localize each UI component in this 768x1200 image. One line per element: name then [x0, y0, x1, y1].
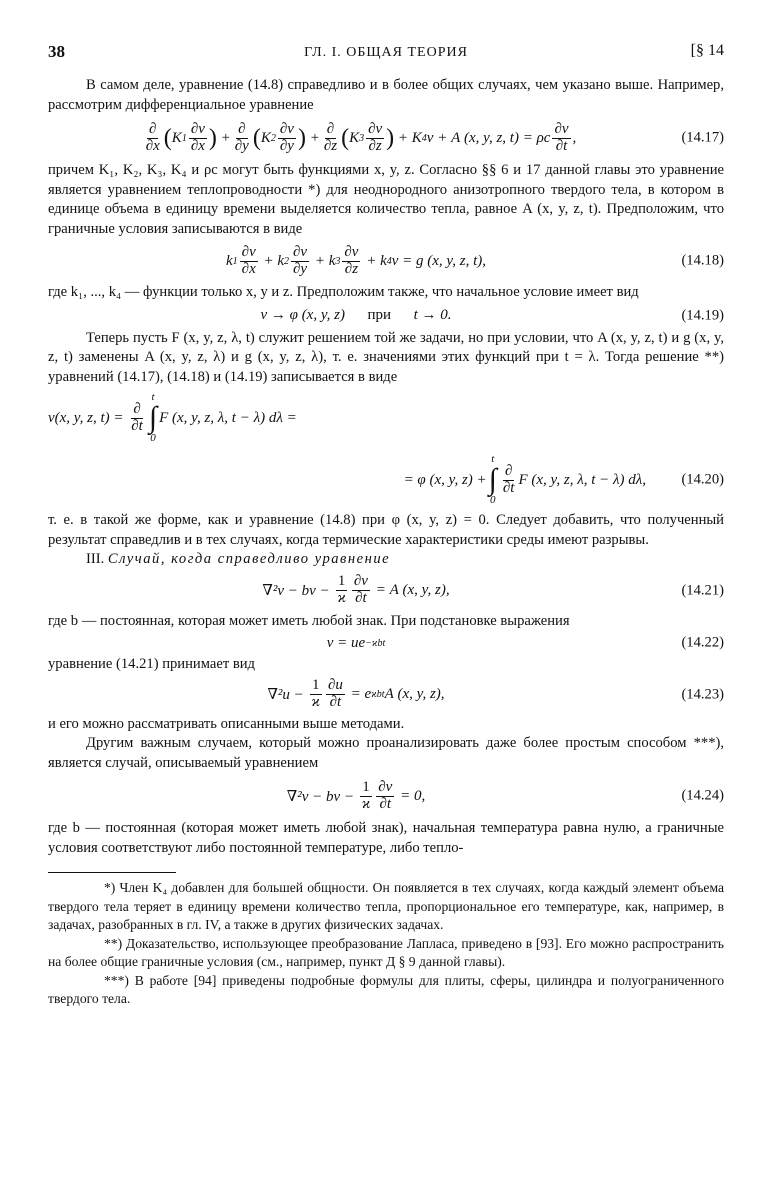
- equation-14-24: ∇²v − bv − $\frac{1}{ϰ}$ $\frac{\partial v}{\partial t}$ = 0, (14.24): [286, 778, 724, 812]
- case-three-heading: [48, 550, 724, 570]
- equation-14-19: v → φ (x, y, z) при t → 0. (14.19): [260, 307, 724, 323]
- footnote-2: **) Доказательство, использующее преобразование Лапласа, приведено в [93]. Его можно распространить на более общие граничные условия (см., например, пункт Д § 9 данной главы).: [48, 935, 724, 969]
- case-number: III.: [86, 551, 105, 567]
- page-number: 38: [48, 42, 65, 61]
- paragraph-8: уравнение (14.21) принимает вид: [48, 656, 255, 672]
- equation-14-17: $\frac{\partial}{\partial x}$ ( K 1 $\frac{\partial v}{\partial x}$ ) + $\frac{\partial}{\partial y}$ ( K 2 $\frac{\partial v}{\partial y}$ ) + $\frac{\partial}{\partial z}$ ( K 3 $\frac{\partial v}{\partial z}$ ) + K 4 v + A (x, y, z, t) = ρc $\frac{\partial v}{\partial t}$ , (14.17): [145, 120, 724, 154]
- book-page: [48, 40, 724, 1170]
- equation-14-22: v = ue −ϰbt (14.22): [326, 634, 724, 651]
- equation-14-20-line2: = φ (x, y, z) + t ∫ 0 $\frac{\partial}{\partial t}$ F (x, y, z, λ, t − λ) dλ, (14.20): [403, 453, 724, 506]
- equation-14-20-line1: v(x, y, z, t) = $\frac{\partial}{\partial t}$ t ∫ 0 F (x, y, z, λ, t − λ) dλ =: [48, 391, 297, 444]
- case-title: Случай, когда справедливо уравнение: [107, 551, 391, 567]
- equation-14-18: k 1 $\frac{\partial v}{\partial x}$ + k 2 $\frac{\partial v}{\partial y}$ + k 3 $\frac{\partial v}{\partial z}$ + k 4 v = g (x, y, z, t), (14.18): [225, 243, 724, 277]
- equation-number: (14.20): [681, 471, 724, 488]
- paragraph-7: где b — постоянная, которая может иметь любой знак. При подстановке выражения: [48, 612, 570, 629]
- section-marker: [§ 14: [690, 42, 724, 59]
- paragraph-5: т. е. в такой же форме, как и уравнение (14.8) при φ (x, y, z) = 0. Следует добавить, что полученный результат справедлив и в тех случаях, когда термические характеристики среды имеют разрывы.: [48, 512, 724, 548]
- paragraph-11: где b — постоянная (которая может иметь любой знак), начальная температура равна нулю, а граничные условия соответствуют либо постоянной температуре, либо тепло-: [48, 820, 724, 856]
- chapter-title: ГЛ. I. ОБЩАЯ ТЕОРИЯ: [304, 45, 468, 60]
- equation-number: (14.24): [681, 787, 724, 804]
- paragraph-3: где k₁, ..., k₄ — функции только x, y и z. Предположим также, что начальное условие имеет вид: [48, 284, 639, 300]
- equation-number: (14.23): [681, 686, 724, 702]
- page-header: [48, 40, 724, 66]
- paragraph-2: причем K₁, K₂, K₃, K₄ и ρc могут быть функциями x, y, z. Согласно §§ 6 и 17 данной главы это уравнение является уравнением теплопроводности *) для неоднородного анизотропного твердого тела, в котором в единице объема в единицу времени выделяется количество тепла, равное A (x, y, z, t). Предположим, что граничные условия записываются в виде: [48, 162, 724, 237]
- equation-number: (14.17): [681, 129, 724, 146]
- footnote-3: ***) В работе [94] приведены подробные формулы для плиты, сферы, цилиндра и полуограниченного твердого тела.: [48, 972, 724, 1006]
- paragraph-1: В самом деле, уравнение (14.8) справедливо и в более общих случаях, чем указано выше. Например, рассмотрим дифференциальное уравнение: [48, 77, 724, 113]
- footnote-divider: [48, 872, 176, 873]
- equation-14-21: ∇²v − bv − $\frac{1}{ϰ}$ $\frac{\partial v}{\partial t}$ = A (x, y, z), (14.21): [262, 573, 724, 606]
- equation-number: (14.22): [681, 634, 724, 651]
- equation-14-23: ∇²u − $\frac{1}{ϰ}$ $\frac{\partial u}{\partial t}$ = e ϰbt A (x, y, z), (14.23): [267, 677, 724, 710]
- equation-number: (14.19): [681, 307, 724, 323]
- paragraph-10: Другим важным случаем, который можно проанализировать даже более простым способом ***), является случай, описываемый уравнением: [48, 735, 724, 771]
- equation-number: (14.18): [681, 252, 724, 269]
- paragraph-4: Теперь пусть F (x, y, z, λ, t) служит решением той же задачи, но при условии, что A (x, y, z, t) и g (x, y, z, t) заменены A (x, y, z, λ) и g (x, y, z, λ), т. е. значениями этих функций при t = λ. Тогда решение **) уравнений (14.17), (14.18) и (14.19) записывается в виде: [48, 329, 724, 385]
- footnote-1: *) Член K₄ добавлен для большей общности. Он появляется в тех случаях, когда каждый элемент объема твердого тела теряет в единицу времени количество тепла, пропорциональное его температуре, как, например, в задачах, разобранных в гл. IV, а также в других физических задачах.: [48, 880, 724, 932]
- equation-number: (14.21): [681, 582, 724, 598]
- paragraph-9: и его можно рассматривать описанными выше методами.: [48, 715, 405, 732]
